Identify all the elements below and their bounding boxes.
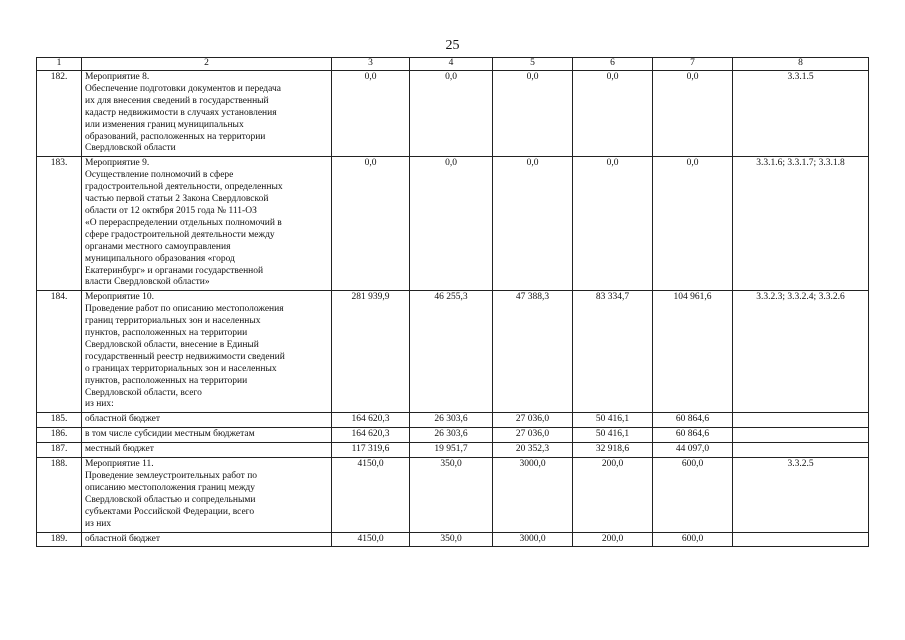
table-row [37, 291, 869, 413]
description-line: из них: [85, 399, 114, 410]
indicator-code: 3.3.1.6; 3.3.1.7; 3.3.1.8 [733, 157, 869, 291]
row-description [82, 71, 332, 157]
indicator-code: 3.3.2.3; 3.3.2.4; 3.3.2.6 [733, 291, 869, 413]
row-description [82, 458, 332, 532]
description-line: органами местного самоуправления [85, 241, 231, 252]
description-line: частью первой статьи 2 Закона Свердловской [85, 194, 269, 205]
description-line: областной бюджет [85, 533, 161, 544]
row-number: 183. [37, 157, 82, 291]
description-line: «О перераспределении отдельных полномочий в [85, 217, 282, 228]
description-line: Свердловской области, всего [85, 387, 202, 398]
description-line: Мероприятие 10. [85, 292, 155, 303]
amount-cell: 600,0 [653, 458, 733, 532]
description-line: пунктов, расположенных на территории [85, 375, 248, 386]
amount-cell: 3000,0 [493, 458, 573, 532]
amount-cell: 26 303,6 [410, 428, 493, 443]
description-line: Свердловской области [85, 143, 176, 154]
description-line: Проведение землеустроительных работ по [85, 471, 258, 481]
amount-cell: 4150,0 [332, 532, 410, 547]
description-line: образований, расположенных на территории [85, 131, 266, 142]
amount-cell: 32 918,6 [573, 443, 653, 458]
row-description [82, 428, 332, 443]
description-line: местный бюджет [85, 444, 154, 455]
amount-cell: 0,0 [573, 157, 653, 291]
description-line: границ территориальных зон и населенных [85, 316, 261, 327]
column-header: 3 [332, 58, 410, 71]
amount-cell: 19 951,7 [410, 443, 493, 458]
amount-cell: 47 388,3 [493, 291, 573, 413]
table-row [37, 458, 869, 532]
amount-cell: 164 620,3 [332, 413, 410, 428]
description-line: муниципального образования «город [85, 253, 235, 264]
amount-cell: 0,0 [573, 71, 653, 157]
amount-cell: 46 255,3 [410, 291, 493, 413]
column-header: 5 [493, 58, 573, 71]
row-number: 188. [37, 458, 82, 532]
row-number: 187. [37, 443, 82, 458]
amount-cell: 26 303,6 [410, 413, 493, 428]
description-line: Проведение работ по описанию местоположения [85, 304, 284, 315]
description-line: пунктов, расположенных на территории [85, 328, 248, 339]
amount-cell: 0,0 [410, 71, 493, 157]
row-number: 184. [37, 291, 82, 413]
table-row [37, 443, 869, 458]
column-header: 2 [82, 58, 332, 71]
description-line: Мероприятие 11. [85, 459, 154, 470]
description-line: Мероприятие 9. [85, 158, 150, 169]
description-line: власти Свердловской области» [85, 277, 210, 288]
row-description [82, 157, 332, 291]
amount-cell: 60 864,6 [653, 428, 733, 443]
row-description [82, 291, 332, 413]
description-line: сфере градостроительной деятельности между [85, 229, 275, 240]
amount-cell: 83 334,7 [573, 291, 653, 413]
table-row [37, 428, 869, 443]
column-header: 7 [653, 58, 733, 71]
amount-cell: 44 097,0 [653, 443, 733, 458]
description-line: градостроительной деятельности, определенных [85, 182, 283, 193]
amount-cell: 200,0 [573, 458, 653, 532]
indicator-code [733, 413, 869, 428]
amount-cell: 0,0 [493, 71, 573, 157]
column-header: 8 [733, 58, 869, 71]
indicator-code [733, 532, 869, 547]
amount-cell: 350,0 [410, 532, 493, 547]
amount-cell: 200,0 [573, 532, 653, 547]
table-row [37, 532, 869, 547]
amount-cell: 0,0 [653, 71, 733, 157]
indicator-code: 3.3.1.5 [733, 71, 869, 157]
budget-table [36, 57, 869, 547]
amount-cell: 600,0 [653, 532, 733, 547]
description-line: описанию местоположения границ между [85, 482, 255, 493]
amount-cell: 50 416,1 [573, 428, 653, 443]
amount-cell: 27 036,0 [493, 428, 573, 443]
table-body [37, 71, 869, 547]
description-line: их для внесения сведений в государственный [85, 95, 269, 106]
column-header: 1 [37, 58, 82, 71]
amount-cell: 4150,0 [332, 458, 410, 532]
amount-cell: 350,0 [410, 458, 493, 532]
indicator-code: 3.3.2.5 [733, 458, 869, 532]
amount-cell: 0,0 [410, 157, 493, 291]
description-line: государственный реестр недвижимости сведений [85, 351, 285, 362]
description-line: Мероприятие 8. [85, 72, 150, 82]
table-row [37, 413, 869, 428]
row-description [82, 532, 332, 547]
amount-cell: 20 352,3 [493, 443, 573, 458]
row-number: 185. [37, 413, 82, 428]
page-number: 25 [445, 38, 460, 53]
description-line: Екатеринбург» и органами государственной [85, 265, 264, 276]
table-row [37, 71, 869, 157]
description-line: кадастр недвижимости в случаях установления [85, 107, 277, 118]
description-line: субъектами Российской Федерации, всего [85, 506, 255, 517]
description-line: или изменения границ муниципальных [85, 119, 244, 130]
amount-cell: 0,0 [493, 157, 573, 291]
row-number: 189. [37, 532, 82, 547]
description-line: Осуществление полномочий в сфере [85, 170, 234, 181]
column-header: 4 [410, 58, 493, 71]
amount-cell: 3000,0 [493, 532, 573, 547]
amount-cell: 117 319,6 [332, 443, 410, 458]
amount-cell: 104 961,6 [653, 291, 733, 413]
indicator-code [733, 428, 869, 443]
description-line: Свердловской областью и сопредельными [85, 494, 256, 505]
amount-cell: 50 416,1 [573, 413, 653, 428]
description-line: Свердловской области, внесение в Единый [85, 339, 259, 350]
row-description [82, 413, 332, 428]
amount-cell: 0,0 [332, 71, 410, 157]
row-number: 182. [37, 71, 82, 157]
description-line: Обеспечение подготовки документов и передача [85, 83, 281, 94]
amount-cell: 60 864,6 [653, 413, 733, 428]
amount-cell: 0,0 [332, 157, 410, 291]
amount-cell: 164 620,3 [332, 428, 410, 443]
row-number: 186. [37, 428, 82, 443]
amount-cell: 0,0 [653, 157, 733, 291]
description-line: в том числе субсидии местным бюджетам [85, 429, 255, 440]
description-line: о границах территориальных зон и населенных [85, 363, 277, 374]
description-line: области от 12 октября 2015 года № 111-ОЗ [85, 205, 257, 216]
amount-cell: 281 939,9 [332, 291, 410, 413]
description-line: областной бюджет [85, 414, 161, 425]
header-row [37, 58, 869, 71]
table-row [37, 157, 869, 291]
row-description [82, 443, 332, 458]
column-header: 6 [573, 58, 653, 71]
amount-cell: 27 036,0 [493, 413, 573, 428]
description-line: из них [85, 518, 112, 529]
indicator-code [733, 443, 869, 458]
